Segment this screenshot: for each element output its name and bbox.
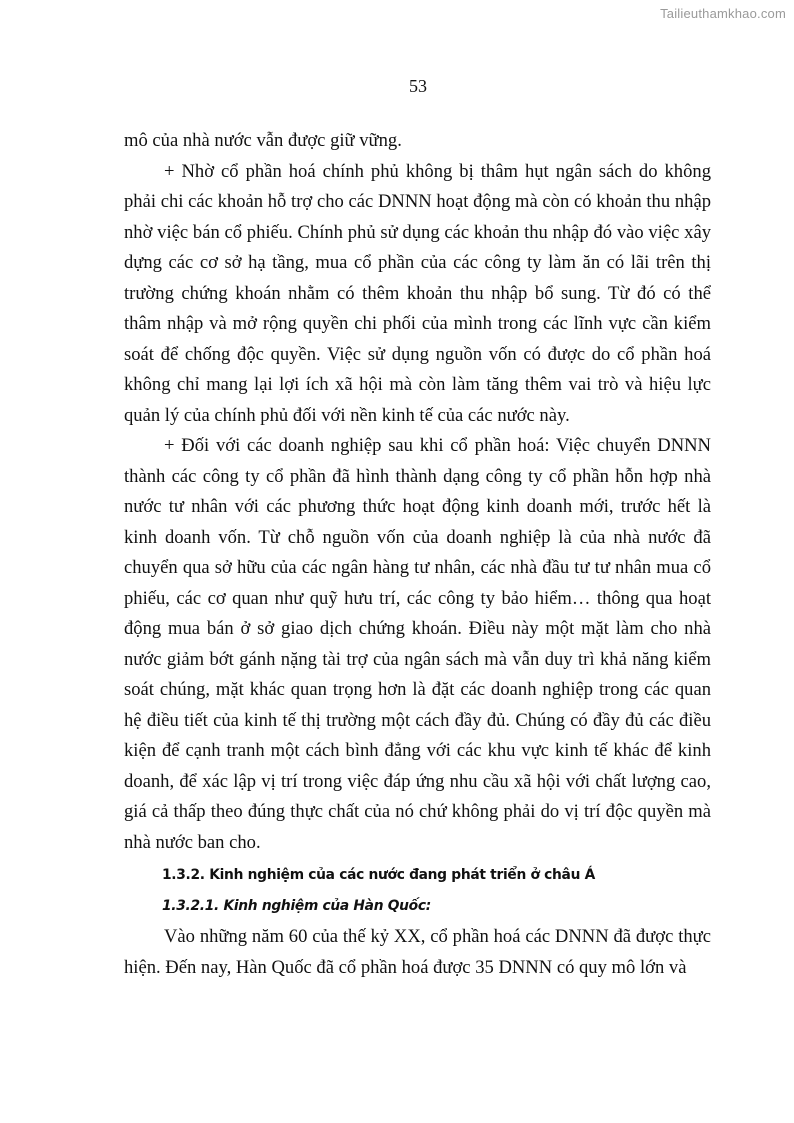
section-heading: 1.3.2. Kinh nghiệm của các nước đang phát triển ở châu Á [162, 867, 595, 883]
watermark: Tailieuthamkhao.com [660, 6, 786, 21]
paragraph: Vào những năm 60 của thế kỷ XX, cổ phần hoá các DNNN đã được thực hiện. Đến nay, Hàn Quốc đã cổ phần hoá được 35 DNNN có quy mô lớn và [124, 926, 711, 978]
paragraph: mô của nhà nước vẫn được giữ vững. [124, 130, 402, 151]
paragraph: + Nhờ cổ phần hoá chính phủ không bị thâm hụt ngân sách do không phải chi các khoản hỗ trợ cho các DNNN hoạt động mà còn có khoản thu nhập nhờ việc bán cổ phiếu. Chính phủ sử dụng các khoản thu nhập đó vào việc xây dựng các cơ sở hạ tầng, mua cổ phần của các công ty làm ăn có lãi trên thị trường chứng khoán nhằm có thêm khoản thu nhập bổ sung. Từ đó có thể thâm nhập và mở rộng quyền chi phối của mình trong các lĩnh vực cần kiểm soát để chống độc quyền. Việc sử dụng nguồn vốn có được do cổ phần hoá không chỉ mang lại lợi ích xã hội mà còn làm tăng thêm vai trò và hiệu lực quản lý của chính phủ đối với nền kinh tế của các nước này. [124, 160, 711, 426]
paragraph: + Đối với các doanh nghiệp sau khi cổ phần hoá: Việc chuyển DNNN thành các công ty cổ phần đã hình thành dạng công ty cổ phần hỗn hợp nhà nước tư nhân với các phương thức hoạt động kinh doanh mới, trước hết là kinh doanh vốn. Từ chỗ nguồn vốn của doanh nghiệp là của nhà nước đã chuyển qua sở hữu của các ngân hàng tư nhân, các nhà đầu tư tư nhân mua cổ phiếu, các cơ quan như quỹ hưu trí, các công ty bảo hiểm… thông qua hoạt động mua bán ở sở giao dịch chứng khoán. Điều này một mặt làm cho nhà nước giảm bớt gánh nặng tài trợ của ngân sách mà vẫn duy trì khả năng kiểm soát chúng, mặt khác quan trọng hơn là đặt các doanh nghiệp trong các quan hệ điều tiết của kinh tế thị trường một cách đầy đủ. Chúng có đầy đủ các điều kiện để cạnh tranh một cách bình đẳng với các khu vực kinh tế khác để kinh doanh, để xác lập vị trí trong việc đáp ứng nhu cầu xã hội với chất lượng cao, giá cả thấp theo đúng thực chất của nó chứ không phải do vị trí độc quyền mà nhà nước ban cho. [124, 435, 711, 853]
page-number: 53 [409, 76, 427, 96]
document-body [124, 126, 711, 983]
subsection-heading: 1.3.2.1. Kinh nghiệm của Hàn Quốc: [162, 898, 431, 914]
